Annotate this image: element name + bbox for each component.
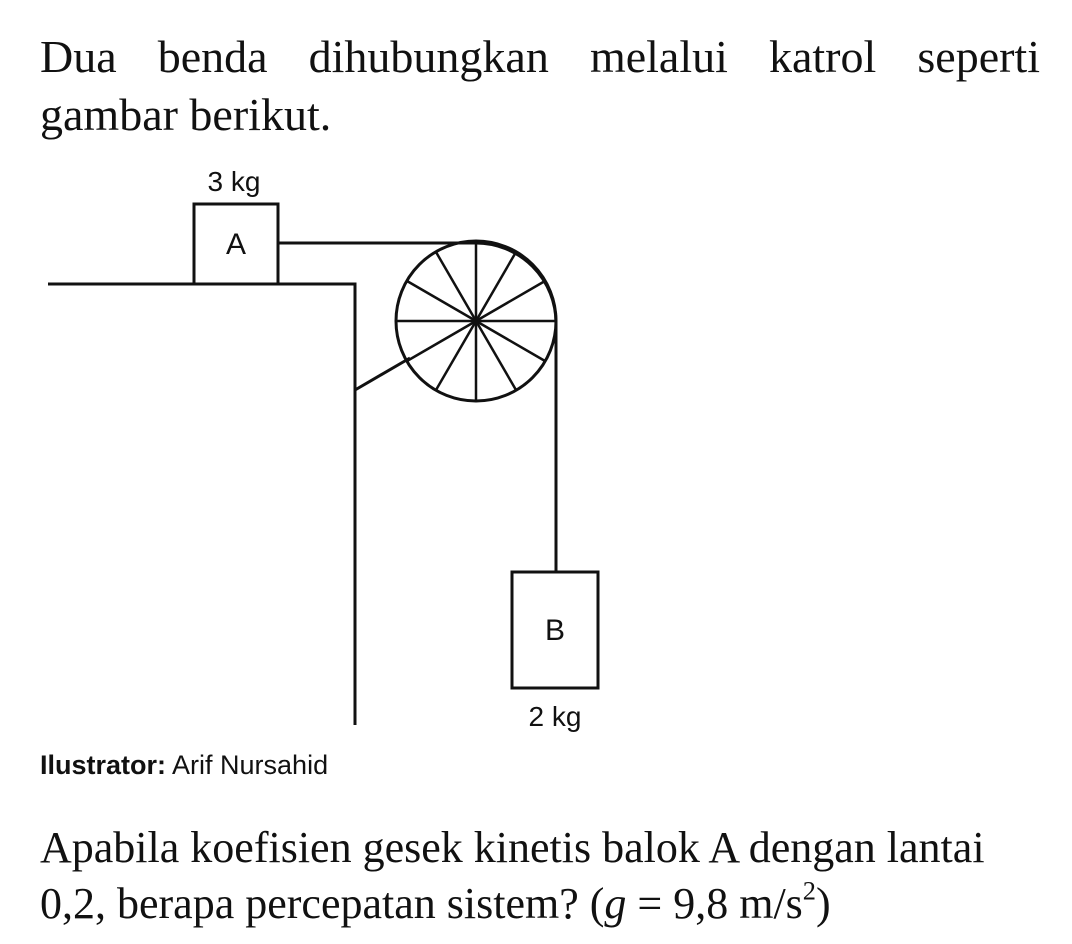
gravity-symbol: g (604, 879, 627, 928)
illustrator-label: Ilustrator: (40, 750, 167, 780)
string (278, 243, 556, 572)
block-b-label: B (544, 614, 566, 647)
block-a-label: A (225, 228, 247, 261)
illustrator-name: Arif Nursahid (172, 750, 329, 780)
gravity-exponent: 2 (802, 875, 816, 906)
block-b-mass: 2 kg (528, 701, 582, 732)
gravity-close: ) (816, 879, 831, 928)
illustrator-credit (40, 748, 328, 782)
block-a-mass: 3 kg (207, 166, 261, 197)
problem-question (40, 820, 1050, 932)
question-text: Apabila koefisien gesek kinetis balok A dengan lantai 0,2, berapa percepatan sistem? ( (40, 823, 985, 928)
pulley-bracket (355, 358, 410, 390)
table-outline (48, 284, 355, 725)
gravity-value: = 9,8 m/s (626, 879, 803, 928)
problem-intro: Dua benda dihubungkan melalui katrol seperti gambar berikut. (40, 31, 1040, 140)
